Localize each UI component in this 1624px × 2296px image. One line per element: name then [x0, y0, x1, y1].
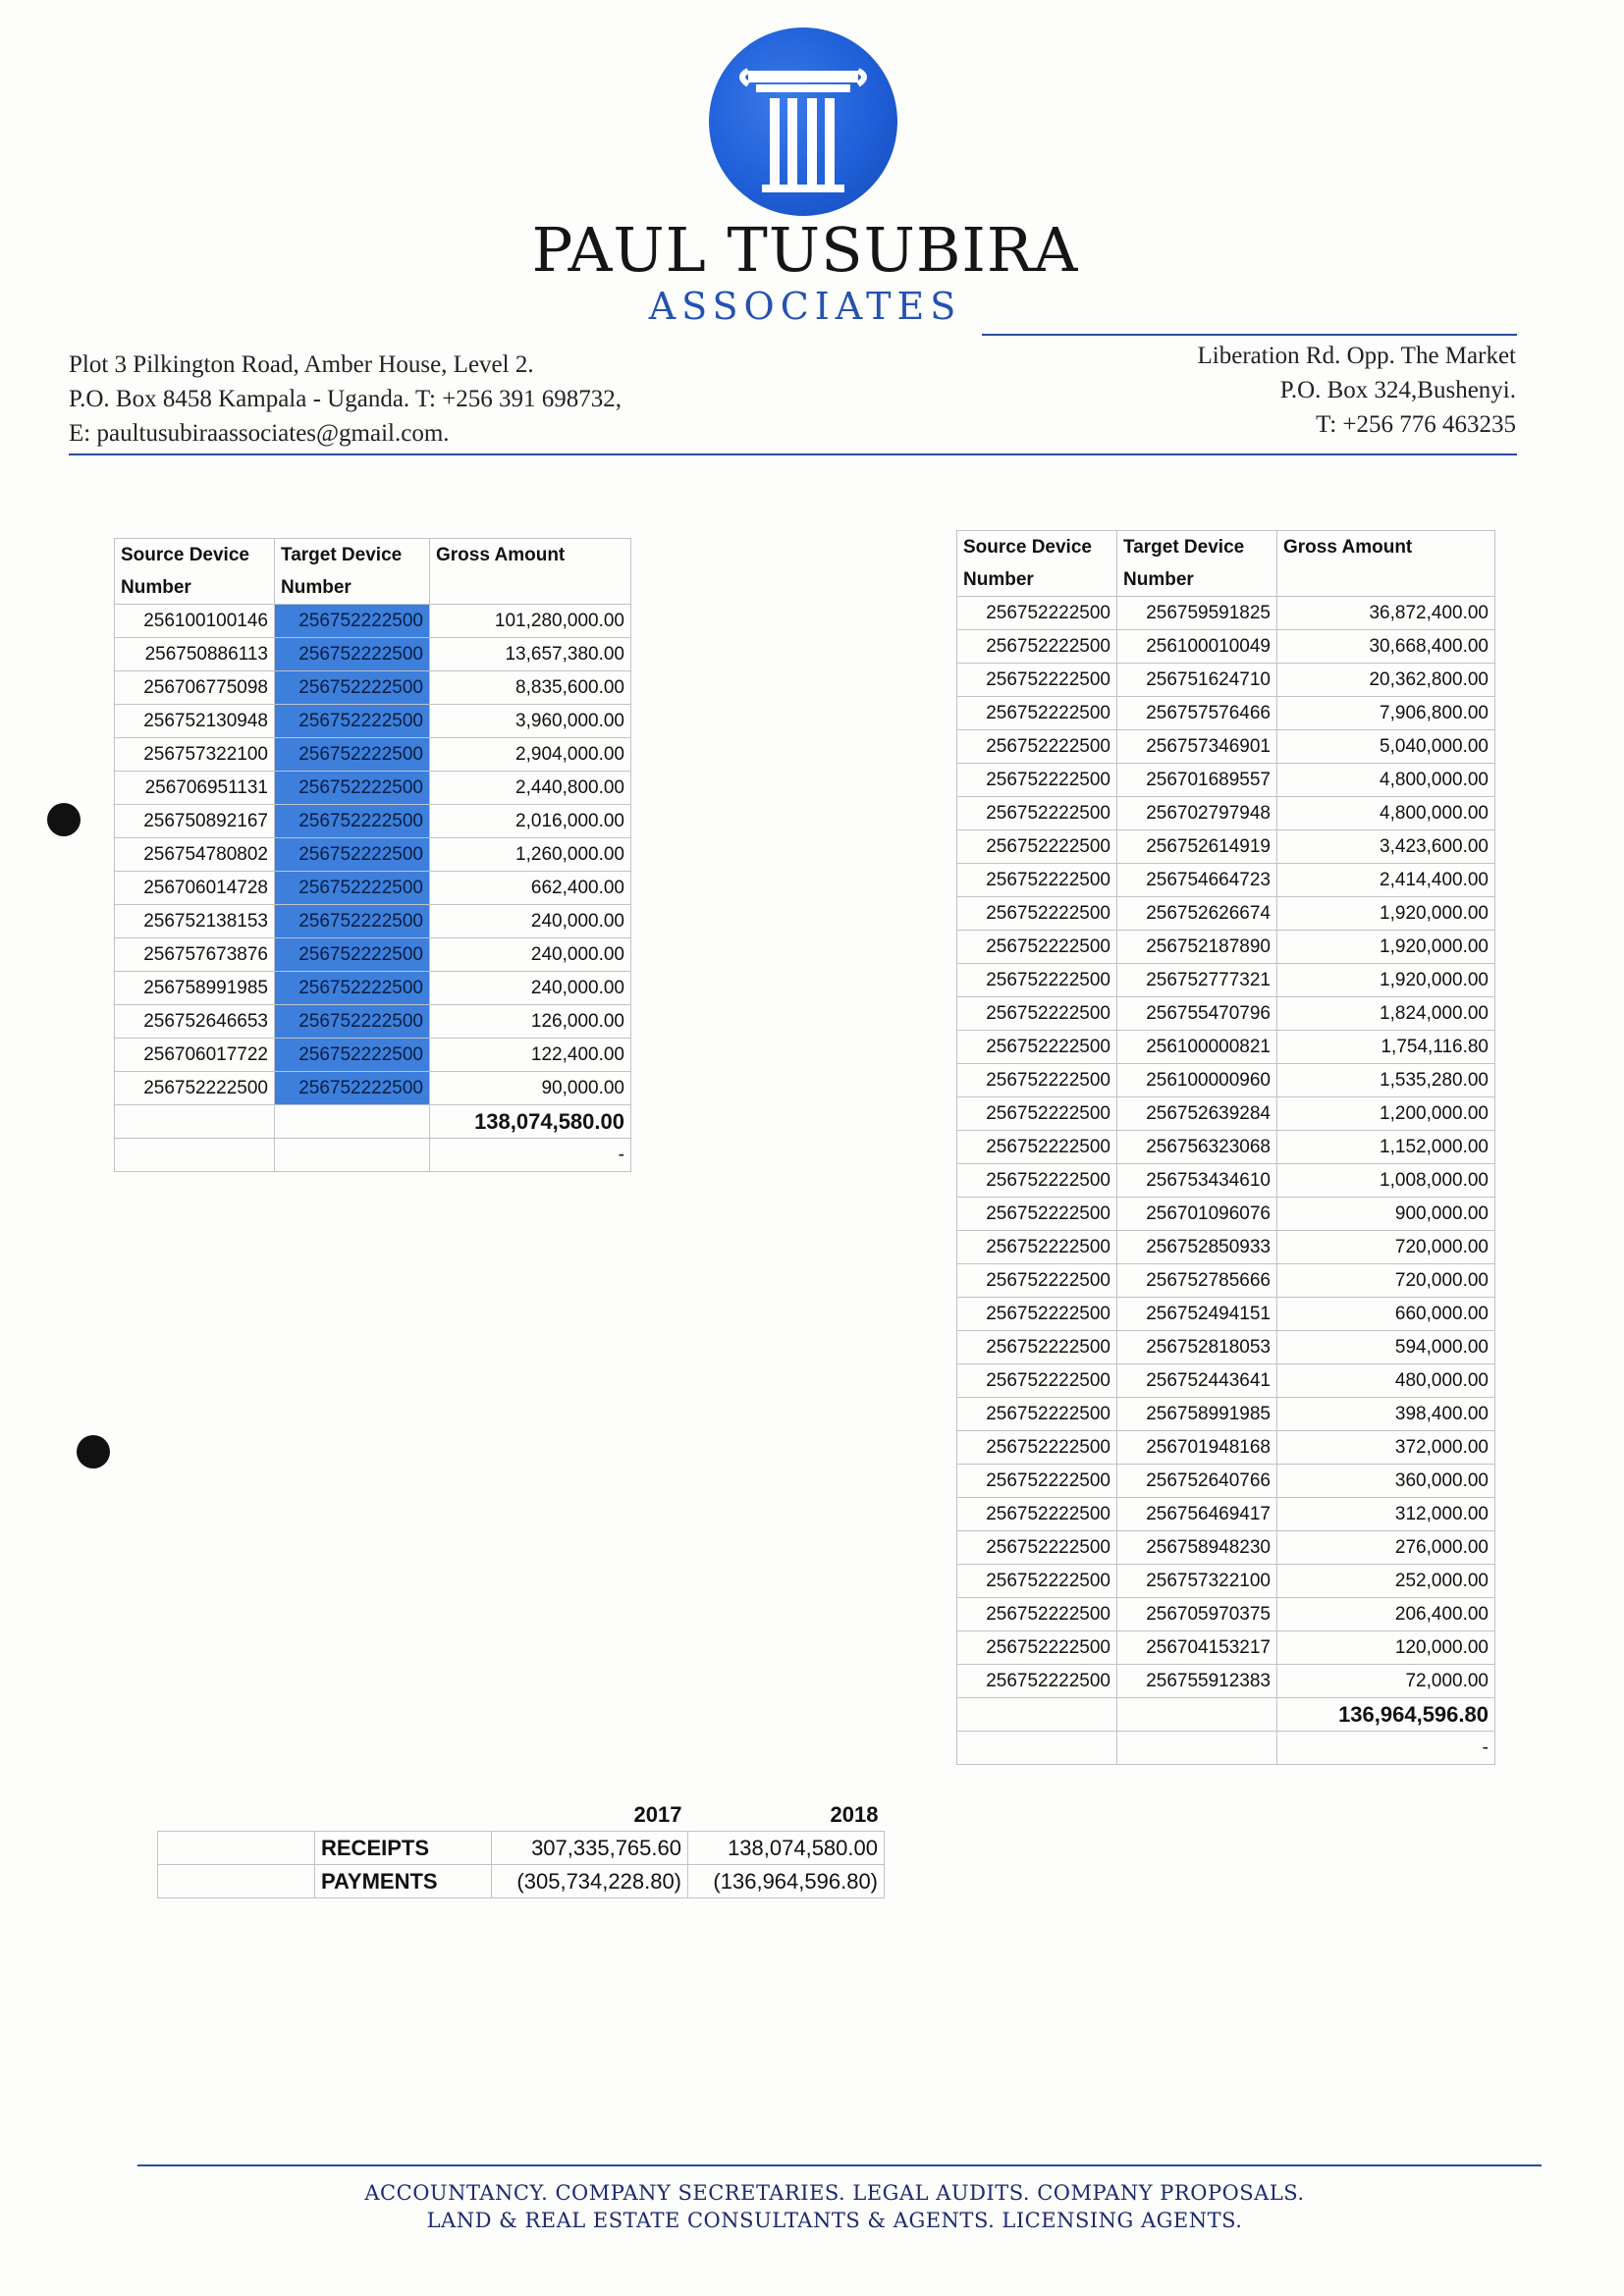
address-left-line: P.O. Box 8458 Kampala - Uganda. T: +256 391 698732, [69, 386, 623, 412]
target-device-cell: 256752222500 [275, 872, 430, 905]
address-right [1198, 339, 1516, 442]
total-row [957, 1698, 1495, 1732]
source-device-cell: 256706775098 [115, 671, 275, 705]
source-device-cell: 256706017722 [115, 1039, 275, 1072]
source-device-cell: 256752222500 [957, 1631, 1117, 1665]
source-device-cell: 256758991985 [115, 972, 275, 1005]
gross-amount-cell: 36,872,400.00 [1277, 597, 1495, 630]
dash-row [115, 1139, 631, 1172]
table-row [957, 597, 1495, 630]
table-row [115, 1039, 631, 1072]
source-device-cell: 256757673876 [115, 938, 275, 972]
gross-amount-cell: 2,904,000.00 [430, 738, 631, 772]
target-device-cell: 256752785666 [1117, 1264, 1277, 1298]
table-row [957, 1231, 1495, 1264]
target-device-cell: 256100000960 [1117, 1064, 1277, 1097]
gross-amount-cell: 720,000.00 [1277, 1231, 1495, 1264]
gross-amount-cell: 1,824,000.00 [1277, 997, 1495, 1031]
gross-amount-cell: 126,000.00 [430, 1005, 631, 1039]
left-table-body [115, 605, 631, 1172]
source-device-cell: 256752222500 [115, 1072, 275, 1105]
punch-hole [77, 1435, 110, 1468]
table-row [957, 864, 1495, 897]
summary-spacer [158, 1798, 315, 1832]
target-device-cell: 256752222500 [275, 905, 430, 938]
source-device-cell: 256752222500 [957, 1665, 1117, 1698]
target-device-cell: 256752777321 [1117, 964, 1277, 997]
table-row [957, 1298, 1495, 1331]
target-device-cell: 256752222500 [275, 738, 430, 772]
address-left-line: Plot 3 Pilkington Road, Amber House, Level 2. [69, 351, 534, 378]
header-rule-bottom [69, 454, 1517, 455]
source-device-cell: 256752222500 [957, 931, 1117, 964]
source-device-cell: 256752222500 [957, 997, 1117, 1031]
col-header-gross: Gross Amount [1277, 531, 1495, 597]
source-device-cell: 256752222500 [957, 1598, 1117, 1631]
source-device-cell: 256752222500 [957, 1064, 1117, 1097]
table-row [957, 697, 1495, 730]
table-row [957, 897, 1495, 931]
target-device-cell: 256752222500 [275, 972, 430, 1005]
table-row [115, 905, 631, 938]
gross-amount-cell: 120,000.00 [1277, 1631, 1495, 1665]
gross-amount-cell: 2,414,400.00 [1277, 864, 1495, 897]
target-device-cell: 256752222500 [275, 1072, 430, 1105]
table-row [957, 1164, 1495, 1198]
table-row [957, 1264, 1495, 1298]
target-device-cell: 256701689557 [1117, 764, 1277, 797]
source-device-cell: 256752222500 [957, 697, 1117, 730]
gross-amount-cell: 660,000.00 [1277, 1298, 1495, 1331]
target-device-cell: 256701948168 [1117, 1431, 1277, 1465]
col-header-target: Target Device [275, 539, 430, 572]
gross-amount-cell: 2,016,000.00 [430, 805, 631, 838]
right-transactions-table [956, 530, 1495, 1765]
table-row [957, 1665, 1495, 1698]
gross-amount-cell: 312,000.00 [1277, 1498, 1495, 1531]
source-device-cell: 256754780802 [115, 838, 275, 872]
target-device-cell: 256752222500 [275, 605, 430, 638]
gross-amount-cell: 252,000.00 [1277, 1565, 1495, 1598]
receipts-label: RECEIPTS [315, 1832, 492, 1865]
gross-amount-cell: 398,400.00 [1277, 1398, 1495, 1431]
source-device-cell: 256752222500 [957, 1565, 1117, 1598]
table-row [957, 1031, 1495, 1064]
target-device-cell: 256751624710 [1117, 664, 1277, 697]
target-device-cell: 256758991985 [1117, 1398, 1277, 1431]
gross-amount-cell: 30,668,400.00 [1277, 630, 1495, 664]
gross-amount-cell: 3,423,600.00 [1277, 830, 1495, 864]
source-device-cell: 256752646653 [115, 1005, 275, 1039]
source-device-cell: 256752222500 [957, 1331, 1117, 1364]
source-device-cell: 256752222500 [957, 764, 1117, 797]
source-device-cell: 256752222500 [957, 664, 1117, 697]
gross-amount-cell: 1,920,000.00 [1277, 897, 1495, 931]
empty-cell [1117, 1698, 1277, 1732]
gross-amount-cell: 900,000.00 [1277, 1198, 1495, 1231]
gross-amount-cell: 720,000.00 [1277, 1264, 1495, 1298]
table-row [115, 705, 631, 738]
target-device-cell: 256755912383 [1117, 1665, 1277, 1698]
target-device-cell: 256754664723 [1117, 864, 1277, 897]
gross-amount-cell: 1,920,000.00 [1277, 964, 1495, 997]
firm-logo [709, 27, 897, 216]
punch-hole [47, 803, 81, 836]
column-logo-icon [709, 27, 897, 216]
table-row [957, 1364, 1495, 1398]
footer-rule [137, 2164, 1542, 2166]
source-device-cell: 256757322100 [115, 738, 275, 772]
table-row [115, 838, 631, 872]
target-device-cell: 256757346901 [1117, 730, 1277, 764]
table-row [957, 964, 1495, 997]
target-device-cell: 256701096076 [1117, 1198, 1277, 1231]
table-row [957, 1465, 1495, 1498]
gross-amount-cell: 7,906,800.00 [1277, 697, 1495, 730]
gross-amount-cell: 5,040,000.00 [1277, 730, 1495, 764]
col-header-target-line2: Number [275, 571, 430, 605]
empty-cell [957, 1698, 1117, 1732]
empty-cell [115, 1139, 275, 1172]
gross-amount-cell: 2,440,800.00 [430, 772, 631, 805]
target-device-cell: 256758948230 [1117, 1531, 1277, 1565]
phone-line: T: +256 776 463235 [1316, 411, 1516, 438]
target-device-cell: 256752639284 [1117, 1097, 1277, 1131]
source-device-cell: 256752222500 [957, 1164, 1117, 1198]
target-device-cell: 256752222500 [275, 805, 430, 838]
table-row [115, 638, 631, 671]
table-row [957, 1198, 1495, 1231]
gross-amount-cell: 1,260,000.00 [430, 838, 631, 872]
right-table-body [957, 597, 1495, 1765]
firm-subtitle: ASSOCIATES [648, 285, 962, 328]
target-device-cell: 256752443641 [1117, 1364, 1277, 1398]
gross-amount-cell: 72,000.00 [1277, 1665, 1495, 1698]
source-device-cell: 256100100146 [115, 605, 275, 638]
gross-amount-cell: 1,200,000.00 [1277, 1097, 1495, 1131]
table-row [115, 772, 631, 805]
email-line: E: paultusubiraassociates@gmail.com. [69, 420, 450, 447]
source-device-cell: 256752222500 [957, 630, 1117, 664]
gross-amount-cell: 240,000.00 [430, 972, 631, 1005]
table-row [115, 1005, 631, 1039]
table-row [115, 738, 631, 772]
source-device-cell: 256752138153 [115, 905, 275, 938]
year-2018-header: 2018 [830, 1801, 879, 1827]
source-device-cell: 256752222500 [957, 1097, 1117, 1131]
target-device-cell: 256752494151 [1117, 1298, 1277, 1331]
target-device-cell: 256752614919 [1117, 830, 1277, 864]
source-device-cell: 256706014728 [115, 872, 275, 905]
source-device-cell: 256752222500 [957, 1431, 1117, 1465]
table-row [957, 730, 1495, 764]
gross-amount-cell: 240,000.00 [430, 938, 631, 972]
target-device-cell: 256100010049 [1117, 630, 1277, 664]
table-row [115, 1072, 631, 1105]
table-row [957, 1531, 1495, 1565]
year-2017-header: 2017 [633, 1801, 682, 1827]
target-device-cell: 256752818053 [1117, 1331, 1277, 1364]
table-row [957, 1398, 1495, 1431]
table-row [957, 1631, 1495, 1665]
target-device-cell: 256752222500 [275, 1039, 430, 1072]
empty-cell [1117, 1732, 1277, 1765]
source-device-cell: 256752222500 [957, 797, 1117, 830]
target-device-cell: 256704153217 [1117, 1631, 1277, 1665]
receipts-2017: 307,335,765.60 [492, 1832, 688, 1865]
col-header-source-line2: Number [957, 563, 1117, 597]
target-device-cell: 256752222500 [275, 638, 430, 671]
table-row [957, 997, 1495, 1031]
gross-amount-cell: 360,000.00 [1277, 1465, 1495, 1498]
table-row [957, 764, 1495, 797]
empty-cell [275, 1139, 430, 1172]
source-device-cell: 256752222500 [957, 1465, 1117, 1498]
gross-amount-cell: 206,400.00 [1277, 1598, 1495, 1631]
empty-cell [957, 1732, 1117, 1765]
target-device-cell: 256752640766 [1117, 1465, 1277, 1498]
target-device-cell: 256757322100 [1117, 1565, 1277, 1598]
target-device-cell: 256752626674 [1117, 897, 1277, 931]
gross-amount-cell: 90,000.00 [430, 1072, 631, 1105]
gross-amount-cell: 3,960,000.00 [430, 705, 631, 738]
source-device-cell: 256752222500 [957, 1298, 1117, 1331]
target-device-cell: 256100000821 [1117, 1031, 1277, 1064]
table-row [957, 830, 1495, 864]
table-row [957, 1331, 1495, 1364]
target-device-cell: 256756323068 [1117, 1131, 1277, 1164]
table-row [957, 1131, 1495, 1164]
source-device-cell: 256752222500 [957, 964, 1117, 997]
target-device-cell: 256752850933 [1117, 1231, 1277, 1264]
summary-spacer [158, 1832, 315, 1865]
target-device-cell: 256705970375 [1117, 1598, 1277, 1631]
dash-mark: - [430, 1139, 631, 1172]
gross-total: 136,964,596.80 [1277, 1698, 1495, 1732]
source-device-cell: 256752222500 [957, 1131, 1117, 1164]
dash-mark: - [1277, 1732, 1495, 1765]
target-device-cell: 256752222500 [275, 938, 430, 972]
gross-amount-cell: 1,920,000.00 [1277, 931, 1495, 964]
address-right-line: P.O. Box 324,Bushenyi. [1279, 377, 1516, 403]
source-device-cell: 256752222500 [957, 1498, 1117, 1531]
summary-table [157, 1798, 885, 1898]
source-device-cell: 256706951131 [115, 772, 275, 805]
payments-label: PAYMENTS [315, 1865, 492, 1898]
payments-2017: (305,734,228.80) [492, 1865, 688, 1898]
col-header-source-line2: Number [115, 571, 275, 605]
gross-amount-cell: 594,000.00 [1277, 1331, 1495, 1364]
table-row [115, 938, 631, 972]
header-rule-right [982, 334, 1517, 336]
summary-spacer [315, 1798, 492, 1832]
table-row [115, 605, 631, 638]
gross-amount-cell: 101,280,000.00 [430, 605, 631, 638]
col-header-gross: Gross Amount [430, 539, 631, 605]
source-device-cell: 256752222500 [957, 1231, 1117, 1264]
source-device-cell: 256752222500 [957, 1531, 1117, 1565]
table-row [115, 805, 631, 838]
target-device-cell: 256756469417 [1117, 1498, 1277, 1531]
table-row [957, 1598, 1495, 1631]
col-header-source: Source Device [115, 539, 275, 572]
source-device-cell: 256752222500 [957, 897, 1117, 931]
source-device-cell: 256752222500 [957, 1031, 1117, 1064]
footer-services-line2: LAND & REAL ESTATE CONSULTANTS & AGENTS. LICENSING AGENTS. [426, 2209, 1243, 2232]
address-left [69, 347, 622, 451]
footer-services-line1: ACCOUNTANCY. COMPANY SECRETARIES. LEGAL AUDITS. COMPANY PROPOSALS. [364, 2181, 1305, 2205]
gross-amount-cell: 372,000.00 [1277, 1431, 1495, 1465]
target-device-cell: 256752222500 [275, 1005, 430, 1039]
source-device-cell: 256750886113 [115, 638, 275, 671]
table-row [957, 797, 1495, 830]
table-row [957, 1565, 1495, 1598]
target-device-cell: 256752222500 [275, 671, 430, 705]
table-row [115, 872, 631, 905]
empty-cell [115, 1105, 275, 1139]
gross-amount-cell: 480,000.00 [1277, 1364, 1495, 1398]
receipts-2018: 138,074,580.00 [688, 1832, 885, 1865]
table-row [957, 1097, 1495, 1131]
table-row [957, 931, 1495, 964]
gross-amount-cell: 13,657,380.00 [430, 638, 631, 671]
table-row [957, 664, 1495, 697]
gross-amount-cell: 8,835,600.00 [430, 671, 631, 705]
empty-cell [275, 1105, 430, 1139]
target-device-cell: 256757576466 [1117, 697, 1277, 730]
col-header-target-line2: Number [1117, 563, 1277, 597]
source-device-cell: 256752222500 [957, 1198, 1117, 1231]
target-device-cell: 256752187890 [1117, 931, 1277, 964]
source-device-cell: 256750892167 [115, 805, 275, 838]
target-device-cell: 256752222500 [275, 772, 430, 805]
source-device-cell: 256752222500 [957, 597, 1117, 630]
table-row [115, 972, 631, 1005]
gross-amount-cell: 20,362,800.00 [1277, 664, 1495, 697]
firm-name: PAUL TUSUBIRA [531, 214, 1079, 286]
summary-spacer [158, 1865, 315, 1898]
gross-total: 138,074,580.00 [430, 1105, 631, 1139]
source-device-cell: 256752222500 [957, 1398, 1117, 1431]
target-device-cell: 256702797948 [1117, 797, 1277, 830]
gross-amount-cell: 4,800,000.00 [1277, 764, 1495, 797]
table-row [957, 1431, 1495, 1465]
gross-amount-cell: 122,400.00 [430, 1039, 631, 1072]
gross-amount-cell: 662,400.00 [430, 872, 631, 905]
address-right-line: Liberation Rd. Opp. The Market [1197, 343, 1516, 369]
source-device-cell: 256752222500 [957, 1364, 1117, 1398]
gross-amount-cell: 1,152,000.00 [1277, 1131, 1495, 1164]
table-row [957, 1498, 1495, 1531]
target-device-cell: 256755470796 [1117, 997, 1277, 1031]
gross-amount-cell: 1,535,280.00 [1277, 1064, 1495, 1097]
left-transactions-table [114, 538, 631, 1172]
target-device-cell: 256752222500 [275, 838, 430, 872]
gross-amount-cell: 1,754,116.80 [1277, 1031, 1495, 1064]
dash-row [957, 1732, 1495, 1765]
total-row [115, 1105, 631, 1139]
target-device-cell: 256752222500 [275, 705, 430, 738]
gross-amount-cell: 1,008,000.00 [1277, 1164, 1495, 1198]
payments-2018: (136,964,596.80) [688, 1865, 885, 1898]
col-header-target: Target Device [1117, 531, 1277, 564]
gross-amount-cell: 240,000.00 [430, 905, 631, 938]
col-header-source: Source Device [957, 531, 1117, 564]
table-row [957, 1064, 1495, 1097]
table-row [957, 630, 1495, 664]
source-device-cell: 256752130948 [115, 705, 275, 738]
gross-amount-cell: 276,000.00 [1277, 1531, 1495, 1565]
source-device-cell: 256752222500 [957, 864, 1117, 897]
source-device-cell: 256752222500 [957, 830, 1117, 864]
source-device-cell: 256752222500 [957, 730, 1117, 764]
table-row [115, 671, 631, 705]
source-device-cell: 256752222500 [957, 1264, 1117, 1298]
target-device-cell: 256759591825 [1117, 597, 1277, 630]
gross-amount-cell: 4,800,000.00 [1277, 797, 1495, 830]
target-device-cell: 256753434610 [1117, 1164, 1277, 1198]
